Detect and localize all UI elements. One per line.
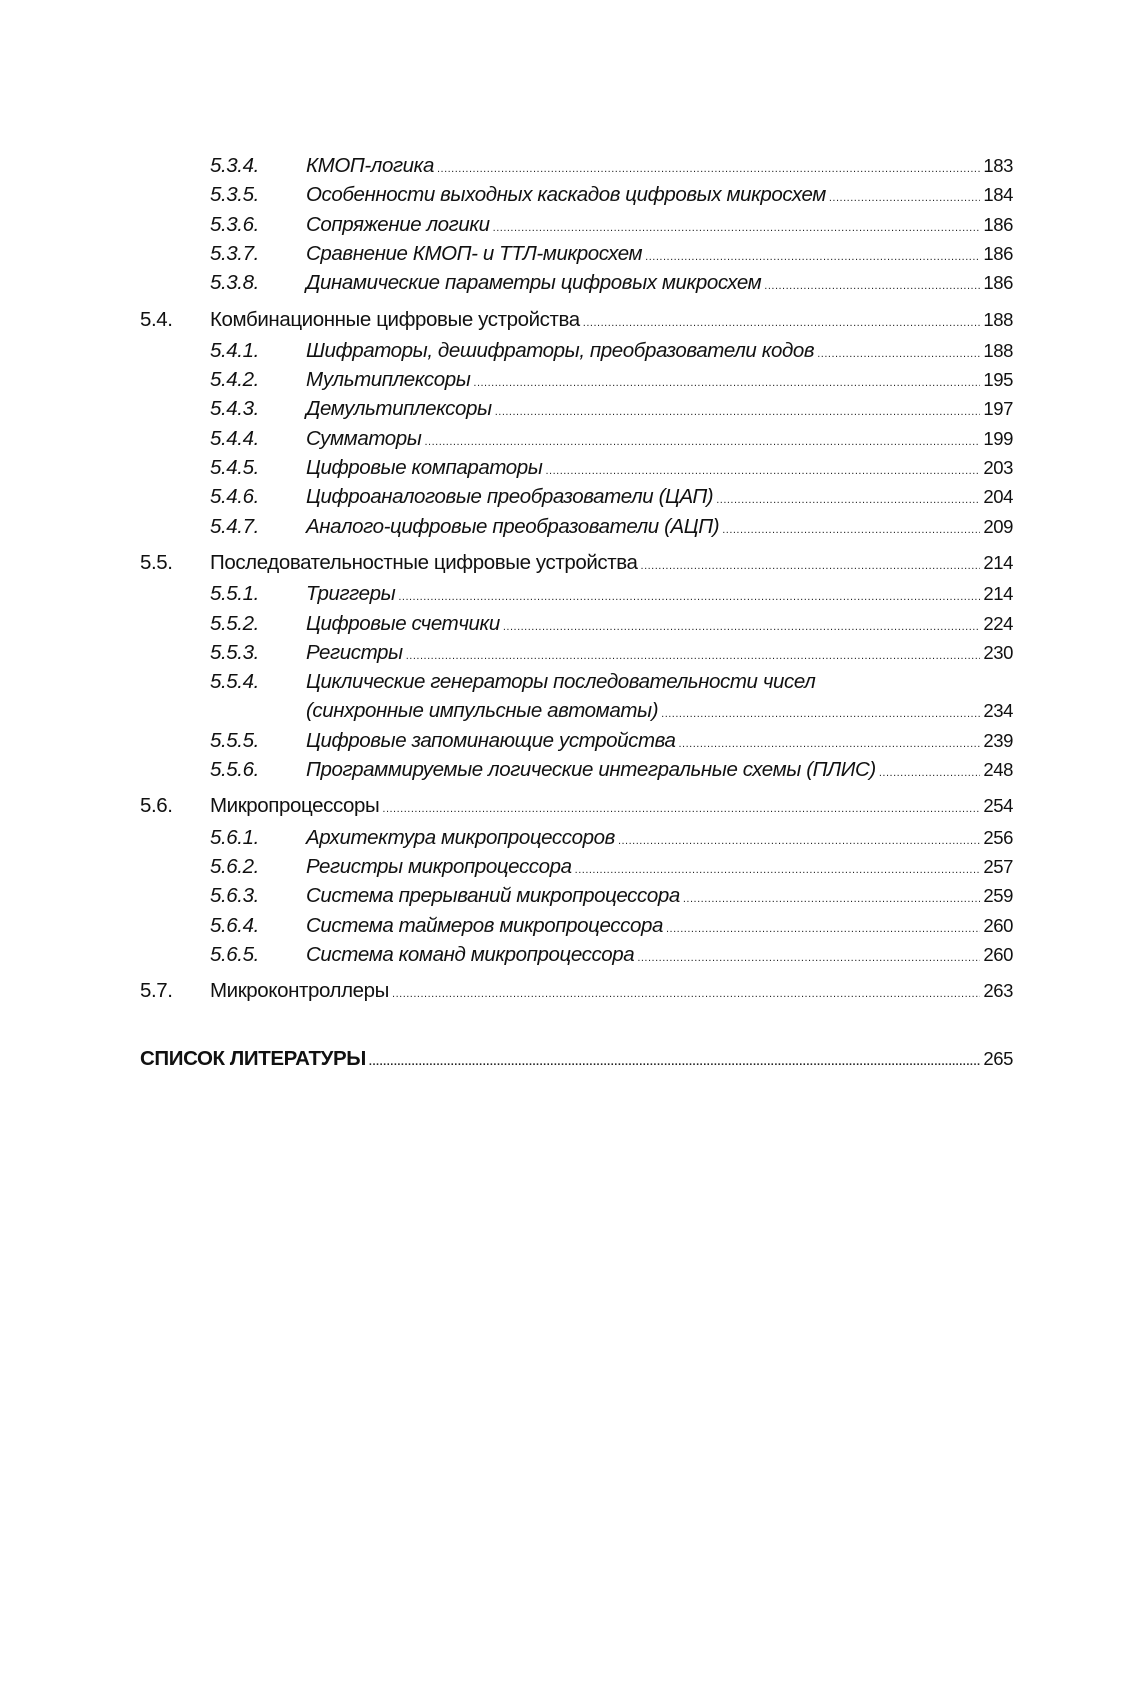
entry-page-number: 209	[983, 515, 1013, 537]
entry-number: 5.4.3.	[210, 397, 259, 421]
dot-leader	[437, 155, 980, 183]
toc-entry[interactable]	[210, 337, 1013, 365]
entry-number: 5.3.5.	[210, 183, 259, 207]
toc-entry[interactable]	[210, 240, 1013, 268]
toc-entry[interactable]	[210, 483, 1013, 511]
entry-title: Аналого-цифровые преобразователи (АЦП)	[306, 514, 720, 538]
toc-entry[interactable]	[140, 549, 1013, 577]
entry-page-number: 259	[983, 885, 1013, 907]
entry-number: 5.5.6.	[210, 758, 259, 781]
entry-page-number: 186	[983, 213, 1013, 235]
entry-title: Система таймеров микропроцессора	[306, 913, 663, 937]
entry-title: Особенности выходных каскадов цифровых микросхем	[306, 183, 826, 207]
dot-leader	[641, 552, 981, 580]
entry-number: 5.5.3.	[210, 640, 259, 664]
entry-title: (синхронные импульсные автоматы)	[306, 699, 659, 723]
dot-leader	[583, 309, 981, 337]
entry-number: 5.6.2.	[210, 854, 259, 878]
entry-number: 5.6.1.	[210, 825, 259, 849]
dot-leader	[424, 428, 980, 456]
dot-leader	[679, 730, 981, 758]
entry-number: 5.3.7.	[210, 241, 259, 265]
entry-number: 5.6.	[140, 794, 173, 818]
toc-entry-continuation[interactable]	[210, 668, 1013, 696]
entry-title: Сумматоры	[306, 426, 422, 450]
entry-page-number: 195	[983, 369, 1013, 391]
entry-title: Мультиплексоры	[306, 368, 471, 392]
entry-title: Сравнение КМОП- и ТТЛ-микросхем	[306, 241, 643, 265]
toc-entry[interactable]	[210, 824, 1013, 852]
dot-leader	[398, 583, 980, 611]
entry-page-number: 230	[983, 641, 1013, 663]
entry-page-number: 204	[983, 486, 1013, 508]
toc-entry[interactable]	[210, 580, 1013, 608]
entry-title: Циклические генераторы последовательности чисел	[306, 670, 816, 694]
entry-page-number: 257	[983, 855, 1013, 877]
toc-entry[interactable]	[210, 941, 1013, 969]
entry-number: 5.5.2.	[210, 611, 259, 635]
toc-entry[interactable]	[210, 697, 1013, 725]
entry-page-number: 199	[983, 427, 1013, 449]
toc-entry[interactable]	[210, 152, 1013, 180]
dot-leader	[545, 457, 980, 485]
dot-leader	[575, 856, 981, 884]
entry-page-number: 224	[983, 612, 1013, 634]
dot-leader	[666, 915, 980, 943]
entry-page-number: 186	[983, 242, 1013, 264]
dot-leader	[661, 700, 980, 728]
toc-entry[interactable]	[210, 366, 1013, 394]
entry-page-number: 265	[983, 1048, 1013, 1070]
toc-entry[interactable]	[140, 792, 1013, 820]
toc-entry[interactable]	[140, 977, 1013, 1005]
entry-page-number: 214	[983, 583, 1013, 605]
dot-leader	[493, 214, 981, 242]
entry-title: Комбинационные цифровые устройства	[210, 307, 580, 331]
entry-title: Система команд микропроцессора	[306, 942, 635, 966]
entry-number: 5.5.1.	[210, 582, 259, 606]
toc-entry[interactable]	[210, 454, 1013, 482]
entry-number: 5.6.4.	[210, 913, 259, 937]
toc-entry[interactable]	[210, 181, 1013, 209]
entry-title: Регистры	[306, 640, 403, 664]
toc-entry[interactable]	[210, 727, 1013, 755]
entry-page-number: 183	[983, 155, 1013, 176]
entry-title: Триггеры	[306, 582, 396, 606]
dot-leader	[879, 759, 980, 787]
dot-leader	[716, 486, 980, 514]
entry-title: Микроконтроллеры	[210, 979, 390, 1003]
entry-page-number: 186	[983, 272, 1013, 294]
toc-entry[interactable]	[140, 306, 1013, 334]
entry-title: СПИСОК ЛИТЕРАТУРЫ	[140, 1047, 366, 1071]
toc-entry[interactable]	[210, 882, 1013, 910]
dot-leader	[722, 516, 980, 544]
dot-leader	[645, 243, 980, 271]
entry-number: 5.3.8.	[210, 271, 259, 295]
entry-title: Сопряжение логики	[306, 212, 490, 236]
entry-page-number: 197	[983, 398, 1013, 420]
dot-leader	[495, 398, 981, 426]
dot-leader	[369, 1048, 980, 1076]
dot-leader	[382, 795, 980, 823]
toc-entry[interactable]	[210, 912, 1013, 940]
dot-leader	[637, 944, 980, 972]
entry-title: Микропроцессоры	[210, 794, 380, 818]
entry-page-number: 260	[983, 914, 1013, 936]
entry-number: 5.4.5.	[210, 456, 259, 479]
toc-entry[interactable]	[210, 853, 1013, 881]
dot-leader	[683, 885, 980, 913]
entry-page-number: 248	[983, 759, 1013, 780]
entry-title: Регистры микропроцессора	[306, 854, 572, 878]
entry-page-number: 188	[983, 308, 1013, 330]
toc-entry[interactable]	[210, 211, 1013, 239]
entry-page-number: 256	[983, 826, 1013, 848]
entry-number: 5.6.3.	[210, 884, 259, 908]
entry-number: 5.3.4.	[210, 154, 259, 177]
entry-title: Система прерываний микропроцессора	[306, 884, 680, 908]
dot-leader	[406, 642, 981, 670]
entry-number: 5.5.	[140, 550, 173, 574]
entry-title: Динамические параметры цифровых микросхем	[306, 271, 762, 295]
entry-number: 5.4.4.	[210, 426, 259, 450]
entry-title: Цифроаналоговые преобразователи (ЦАП)	[306, 485, 714, 509]
entry-number: 5.4.	[140, 307, 173, 331]
entry-page-number: 214	[983, 551, 1013, 573]
entry-title: Цифровые компараторы	[306, 456, 543, 479]
dot-leader	[764, 272, 980, 300]
dot-leader	[392, 980, 980, 1008]
entry-number: 5.4.6.	[210, 485, 259, 509]
entry-page-number: 203	[983, 457, 1013, 478]
entry-page-number: 184	[983, 184, 1013, 206]
entry-page-number: 239	[983, 729, 1013, 751]
entry-title: Демультиплексоры	[306, 397, 492, 421]
toc-entry[interactable]	[210, 395, 1013, 423]
toc-entry[interactable]	[210, 425, 1013, 453]
toc-entry[interactable]	[210, 756, 1013, 784]
toc-entry[interactable]	[140, 1045, 1013, 1073]
entry-page-number: 263	[983, 980, 1013, 1002]
entry-page-number: 234	[983, 700, 1013, 722]
entry-page-number: 260	[983, 943, 1013, 965]
toc-entry[interactable]	[210, 513, 1013, 541]
toc-entry[interactable]	[210, 610, 1013, 638]
entry-page-number: 188	[983, 339, 1013, 361]
entry-title: Последовательностные цифровые устройства	[210, 550, 638, 574]
dot-leader	[503, 613, 980, 641]
entry-title: Шифраторы, дешифраторы, преобразователи кодов	[306, 338, 815, 362]
dot-leader	[473, 369, 980, 397]
entry-number: 5.7.	[140, 979, 173, 1003]
entry-number: 5.5.4.	[210, 670, 259, 694]
dot-leader	[618, 827, 980, 855]
entry-title: Программируемые логические интегральные схемы (ПЛИС)	[306, 758, 876, 781]
entry-number: 5.4.7.	[210, 514, 259, 538]
dot-leader	[817, 340, 980, 368]
entry-title: Цифровые запоминающие устройства	[306, 728, 676, 752]
entry-title: Архитектура микропроцессоров	[306, 825, 615, 849]
entry-page-number: 254	[983, 795, 1013, 817]
entry-title: Цифровые счетчики	[306, 611, 500, 635]
entry-number: 5.6.5.	[210, 942, 259, 966]
toc-entry[interactable]	[210, 269, 1013, 297]
entry-number: 5.3.6.	[210, 212, 259, 236]
entry-number: 5.5.5.	[210, 728, 259, 752]
entry-title: КМОП-логика	[306, 154, 434, 177]
dot-leader	[829, 184, 980, 212]
entry-number: 5.4.1.	[210, 338, 259, 362]
toc-entry[interactable]	[210, 639, 1013, 667]
entry-number: 5.4.2.	[210, 368, 259, 392]
